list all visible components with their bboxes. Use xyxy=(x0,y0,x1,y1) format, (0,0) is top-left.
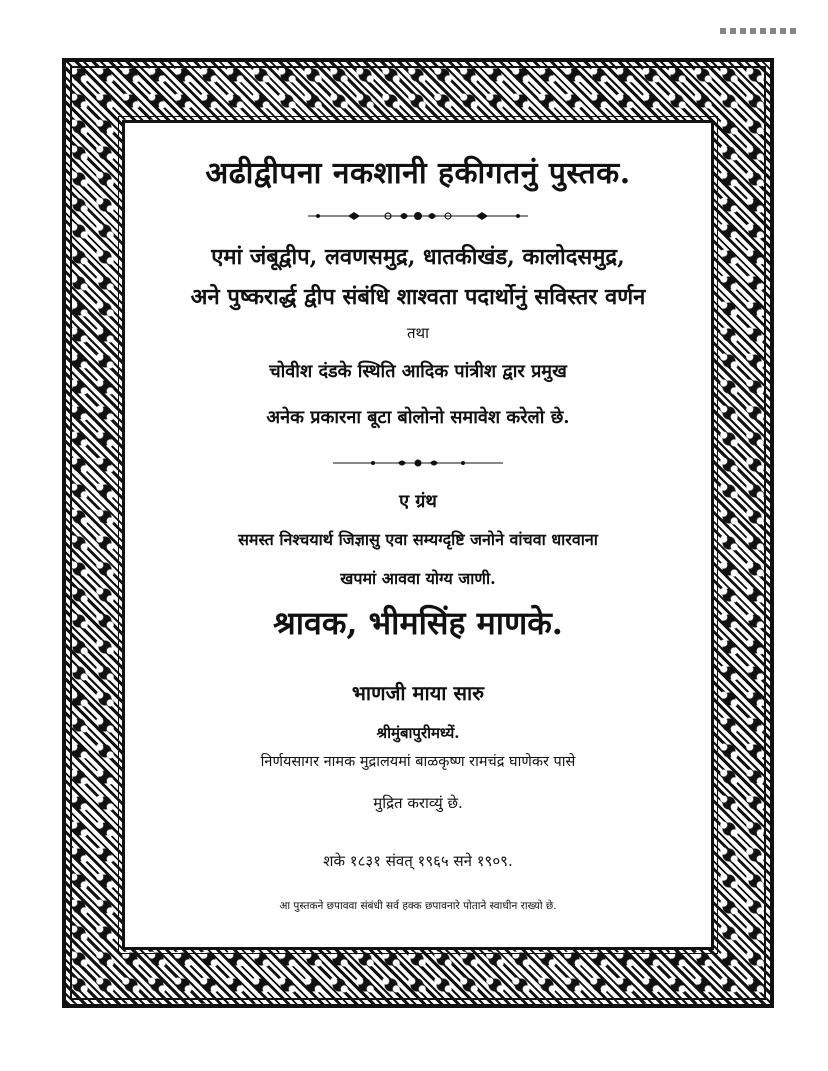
ornament-divider-top xyxy=(308,209,528,223)
copyright-notice: आ पुस्तकने छपाववा संबंधी सर्व हक्क छपावनारे पोताने स्वाधीन राख्यो छे. xyxy=(279,900,557,912)
description-line-1: चोवीश दंडके स्थिति आदिक पांत्रीश द्वार प्रमुख xyxy=(269,361,567,382)
author-name: श्रावक, भीमसिंह माणके. xyxy=(273,604,563,642)
description-line-2: अनेक प्रकारना बूटा बोलोनो समावेश करेलो छे. xyxy=(266,407,570,428)
publisher-name: भाणजी माया सारु xyxy=(351,681,485,705)
subtitle-line-1: एमां जंबूद्वीप, लवणसमुद्र, धातकीखंड, कालोदसमुद्र, xyxy=(211,244,625,270)
title-page-panel xyxy=(122,120,714,950)
subtitle-line-2: अने पुष्करार्द्ध द्वीप संबंधि शाश्वता पदार्थोनुं सविस्तर वर्णन xyxy=(190,284,646,310)
connector-word: तथा xyxy=(406,324,430,342)
ornament-divider-middle xyxy=(333,456,503,470)
purpose-line-2: खपमां आववा योग्य जाणी. xyxy=(340,569,496,588)
page-number-mark xyxy=(720,28,800,34)
book-title: अढीद्वीपना नकशानी हकीगतनुं पुस्तक. xyxy=(205,156,631,191)
printed-line: मुद्रित कराव्युं छे. xyxy=(373,794,463,812)
press-line: निर्णयसागर नामक मुद्रालयमां बाळकृष्ण रामचंद्र घाणेकर पासे xyxy=(260,754,576,770)
grantha-label: ए ग्रंथ xyxy=(399,491,437,512)
title-page-content xyxy=(125,123,711,947)
publication-date: शके १८३१ संवत् १९६५ सने १९०९. xyxy=(323,852,513,870)
purpose-line-1: समस्त निश्चयार्थ जिज्ञासु एवा सम्यग्दृष्टि जनोने वांचवा धारवाना xyxy=(238,530,598,549)
publication-city: श्रीमुंबापुरीमध्यें. xyxy=(376,724,460,742)
